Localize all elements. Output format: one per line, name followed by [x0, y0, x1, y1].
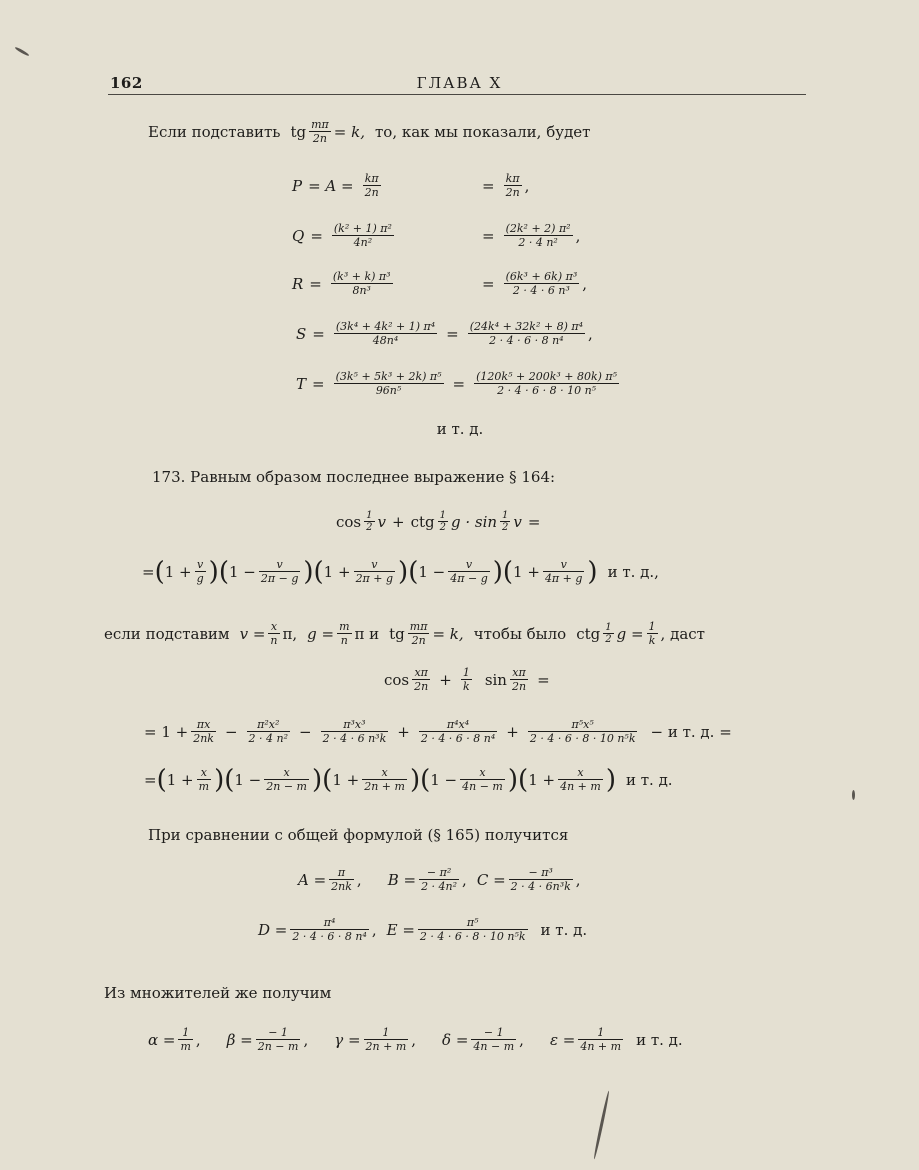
equation-Q-rhs: = $\frac{\text{(2k² + 2) π²}}{\text{2 · 4 n²}}$ , — [482, 222, 581, 249]
equation-DE: D = $\frac{\text{π⁴}}{\text{2 · 4 · 6 · 8 n⁴}}$ , E = $\frac{\text{π⁵}}{\text{2 · 4 · 6 · 8 · 10 n⁵k}}$ и т. д. — [258, 916, 588, 943]
substitution-line: если подставим v = $\frac{x}{n}$ π, g = $\frac{m}{n}$ π и tg $\frac{m\pi}{2n}$ = k, чтобы было ctg $\frac{1}{2}$ g = $\frac{1}{k}$ , даст — [104, 620, 705, 647]
equation-product-xmn: = ( 1 + $\frac{x}{m}$ ) ( 1 − $\frac{x}{2n - m}$ ) ( 1 + $\frac{x}{2n + m}$ ) ( 1 − $\frac{x}{4n - m}$ ) ( 1 + $\frac{x}{4n + m}$ ) и т. д. — [144, 764, 673, 795]
equation-cos-ctg: cos $\frac{1}{2}$ v + ctg $\frac{1}{2}$ g · sin $\frac{1}{2}$ v = — [336, 510, 541, 533]
page-number: 162 — [110, 74, 143, 92]
equation-product-vg: = ( 1 + $\frac{v}{g}$ ) ( 1 − $\frac{v}{2\pi - g}$ ) ( 1 + $\frac{v}{2\pi + g}$ ) ( 1 − $\frac{v}{4\pi - g}$ ) ( 1 + $\frac{v}{4\pi + g}$ ) и т. д., — [142, 556, 659, 587]
equation-T: T = $\frac{\text{(3k⁵ + 5k³ + 2k) π⁵}}{\text{96n⁵}}$ = $\frac{\text{(120k⁵ + 200k³ + 80k) π⁵}}{\text{2 · 4 · 6 · 8 · 10 n⁵}}$ — [296, 370, 618, 397]
scan-mark-left — [14, 46, 29, 57]
equation-S: S = $\frac{\text{(3k⁴ + 4k² + 1) π⁴}}{\text{48n⁴}}$ = $\frac{\text{(24k⁴ + 32k² + 8) π⁴}}{\text{2 · 4 · 6 · 8 n⁴}}$ , — [296, 320, 593, 347]
scan-mark-right — [852, 790, 855, 800]
intro-line — [148, 118, 591, 145]
etc-line: и т. д. — [436, 420, 484, 438]
equation-series: = 1 + $\frac{\pi x}{2nk}$ − $\frac{\text{π²x²}}{\text{2 · 4 n²}}$ − $\frac{\text{π³x³}}{\text{2 · 4 · 6 n³k}}$ + $\frac{\text{π⁴x⁴}}{\text{2 · 4 · 6 · 8 n⁴}}$ + $\frac{\text{π⁵x⁵}}{\text{2 · 4 · 6 · 8 · 10 n⁵k}}$ − и т. д. = — [144, 718, 732, 745]
equation-R: R = $\frac{\text{(k³ + k) π³}}{\text{8n³}}$ — [292, 270, 391, 297]
equation-P: P = A = $\frac{k\pi}{2n}$ — [292, 172, 379, 199]
intro-eq: = k, — [333, 122, 365, 141]
intro-tg: tg — [290, 122, 307, 141]
intro-text-before: Если подставить — [148, 122, 281, 141]
equation-ABC: A = $\frac{\pi}{2nk}$ , B = $\frac{\text{− π²}}{\text{2 · 4n²}}$ , C = $\frac{\text{− π³}}{\text{2 · 4 · 6n³k}}$ , — [298, 866, 581, 893]
chapter-title: ГЛАВА X — [416, 74, 503, 92]
intro-fraction: $\frac{m\pi}{2n}$ — [311, 118, 329, 145]
equation-greek: α = $\frac{1}{m}$ , β = $\frac{- 1}{2n - m}$ , γ = $\frac{1}{2n + m}$ , δ = $\frac{- 1}{4n - m}$ , ε = $\frac{1}{4n + m}$ и т. д. — [148, 1026, 683, 1053]
equation-cos-sin: cos $\frac{x\pi}{2n}$ + $\frac{1}{k}$ sin $\frac{x\pi}{2n}$ = — [384, 666, 550, 693]
section-173-text: 173. Равным образом последнее выражение § 164: — [152, 468, 556, 486]
factors-text: Из множителей же получим — [104, 984, 332, 1002]
equation-R-rhs: = $\frac{\text{(6k³ + 6k) π³}}{\text{2 · 4 · 6 n³}}$ , — [482, 270, 588, 297]
intro-text-after: то, как мы показали, будет — [374, 122, 591, 141]
header-rule — [108, 94, 806, 95]
equation-P-rhs: = $\frac{k\pi}{2n}$ , — [482, 172, 530, 199]
scan-mark-bottom — [593, 1090, 610, 1159]
comparison-text: При сравнении с общей формулой (§ 165) получится — [148, 826, 569, 844]
equation-Q: Q = $\frac{\text{(k² + 1) π²}}{\text{4n²}}$ — [292, 222, 392, 249]
